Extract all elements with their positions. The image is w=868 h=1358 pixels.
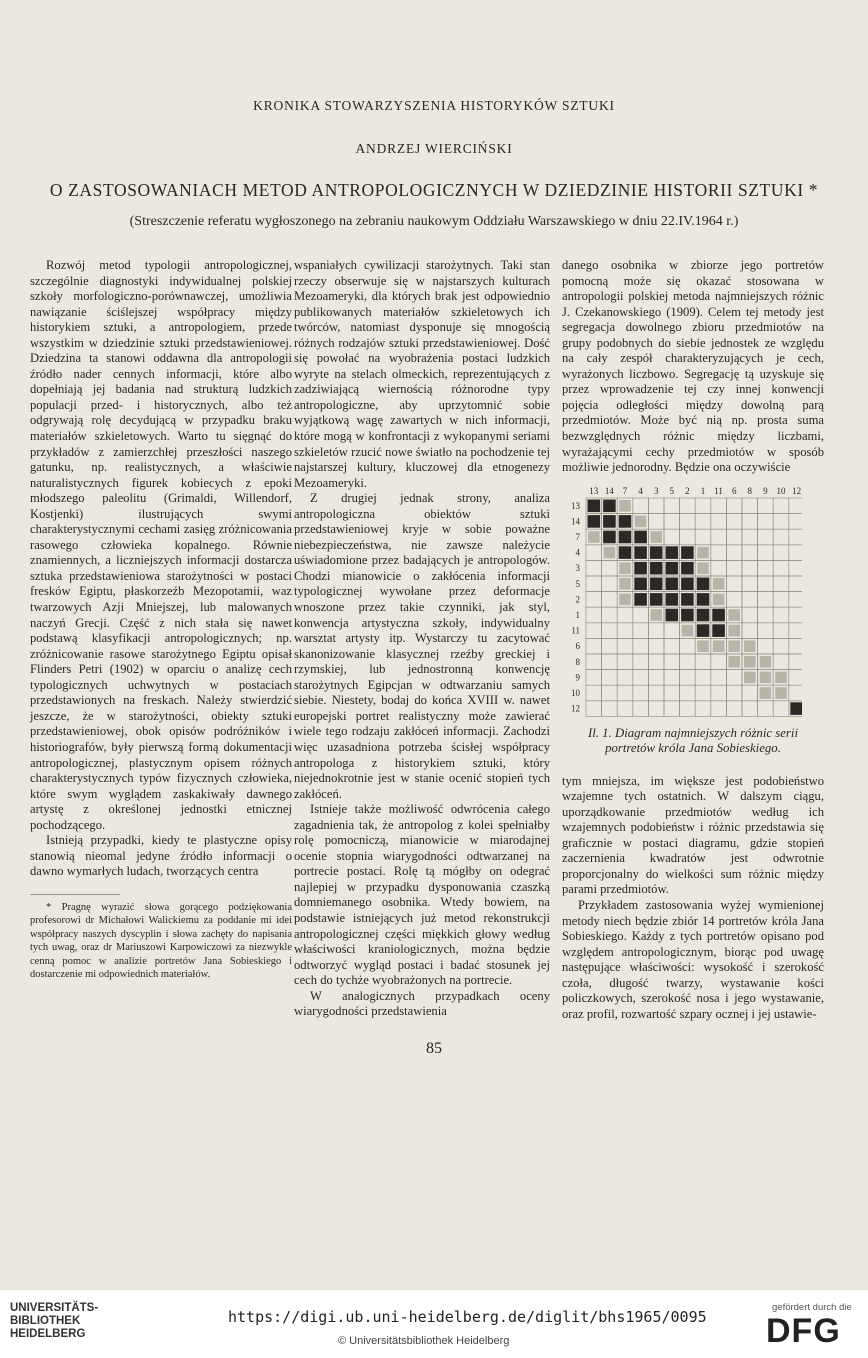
grid-cell — [586, 560, 602, 576]
grid-cell — [633, 638, 649, 654]
row-label: 2 — [575, 594, 580, 605]
grid-cell — [726, 513, 742, 529]
light-cell — [619, 500, 631, 512]
dark-cell — [634, 593, 647, 606]
row-label: 10 — [571, 687, 580, 698]
grid-cell — [602, 607, 618, 623]
library-line-1: UNIVERSITÄTS- — [10, 1302, 99, 1314]
grid-cell — [586, 700, 602, 716]
dark-cell — [650, 593, 663, 606]
grid-cell — [789, 513, 802, 529]
dark-cell — [712, 608, 725, 621]
grid-cell — [789, 669, 802, 685]
column-label: 2 — [685, 485, 690, 496]
grid-cell — [726, 529, 742, 545]
grid-cell — [711, 669, 727, 685]
grid-cell — [711, 654, 727, 670]
grid-cell — [648, 700, 664, 716]
light-cell — [650, 609, 662, 621]
grid-cell — [773, 513, 789, 529]
row-label: 5 — [575, 578, 580, 589]
grid-cell — [742, 529, 758, 545]
grid-cell — [602, 576, 618, 592]
grid-cell — [695, 654, 711, 670]
paragraph: Rozwój metod typologii antropologicznej, szczególnie diagnostyki indywidualnej polskiej szkoły morfologiczno-porównawczej, umożliwia nawiązanie ściślejszej współpracy między historykiem sztuki, a antropologiem, przede wszystkim w dziedzinie sztuki przedstawieniowej. Dziedzina ta stanowi oddawna dla antropologii źródło nader cennych informacji, które albo dopełniają jej badania nad strukturą ludzkich populacji przed- i historycznych, albo też odgrywają rolę decydującą w przypadku braku materiałów szkieletowych. Warto tu sięgnąć do przykładów z zamierzchłej przeszłości naszego gatunku, np. realistycznych, a właściwie naturalistycznych figurek kobiecych z epoki młodszego paleolitu (Grimaldi, Willendorf, Kostjenki) ilustrujących swymi charakterystycznymi cechami zasięg zróżnicowania rasowego człowieka kopalnego. Równie znamiennych, a liczniejszych informacji dostarcza sztuka przedstawieniowa starożytności w postaci fresków Egiptu, płaskorzeźb Mezopotamii, waz twarzowych Azji Mniejszej, lub malowanych naczyń Grecji. Część z nich stała się nawet podstawą klasyfikacji antropologicznych; np. zróżnicowanie rasowe starożytnego Egiptu opisał Flinders Petri (1902) w oparciu o analizę cech typologicznych uchwytnych w postaciach przedstawionych na freskach. Należy stwierdzić jeszcze, że w starożytności, obiekty sztuki przedstawieniowej, obok opisów podróżników i historiografów, były pierwszą formą dokumentacji antropologicznej, plastycznym opisem różnych charakterystycznych typów fizycznych człowieka, które swym wyglądem zaskakiwały dawnego artystę z określonej jednostki etnicznej pochodzącego. — [30, 258, 292, 832]
paragraph: Z drugiej jednak strony, analiza antropologiczna obiektów sztuki przedstawieniowej kryje w sobie poważne niebezpieczeństwa, nie zawsze należycie uświadomione przez badających je antropologów. Chodzi mianowicie o zakłócenia informacji typologicznej wywołane przez deformacje wnoszone przez takie czynniki, jak styl, konwencja artystyczna szkoły, indywidualny warsztat artysty itp. Wystarczy tu zacytować skanonizowanie klasycznej rzeźby greckiej i rzymskiej, lub jednostronną konwencję starożytnych Egipcjan w odtwarzaniu samych siebie. Niestety, bodaj do końca XVIII w. nawet europejski portret realistyczny może zawierać wiele tego rodzaju zakłóceń informacji. Zachodzi więc uzasadniona potrzeba ścisłej współpracy antropologa z historykiem sztuki, który niejednokrotnie jest w stanie ocenić stopień tych zakłóceń. — [294, 491, 550, 801]
grid-cell — [633, 498, 649, 514]
paragraph: tym mniejsza, im większe jest podobieństwo wzajemne tych ostatnich. W dalszym ciągu, uporządkowanie przedmiotów według ich wzajemnych podobieństw i różnic przedstawia się graficznie w postaci diagramu, gdzie stopień zaczernienia kwadratów jest odwrotnie proporcjonalny do wielkości sum różnic między parami przedmiotów. — [562, 773, 824, 897]
light-cell — [728, 624, 740, 636]
grid-cell — [711, 700, 727, 716]
dark-cell — [697, 608, 710, 621]
grid-cell — [664, 685, 680, 701]
column-label: 12 — [792, 485, 802, 496]
paragraph: Przykładem zastosowania wyżej wymienionej metody niech będzie zbiór 14 portretów króla Jana Sobieskiego. Każdy z tych portretów opisano pod względem antropologicznym, biorąc pod uwagę następujące właściwości: wysokość i szerokość czoła, długość twarzy, wystawanie kości policzkowych, szerokość nosa i jego wystawanie, oraz profil, rozwartość szpary ocznej i jej ustawie- — [562, 898, 824, 1021]
dark-cell — [619, 515, 632, 528]
light-cell — [728, 609, 740, 621]
grid-cell — [617, 638, 633, 654]
grid-cell — [789, 607, 802, 623]
light-cell — [697, 562, 709, 574]
grid-cell — [633, 622, 649, 638]
dark-cell — [681, 608, 694, 621]
grid-cell — [617, 622, 633, 638]
grid-cell — [633, 669, 649, 685]
dark-cell — [650, 546, 663, 559]
text-column-2 — [294, 258, 550, 1020]
grid-cell — [633, 700, 649, 716]
row-label: 6 — [575, 640, 580, 651]
grid-cell — [742, 560, 758, 576]
grid-cell — [742, 685, 758, 701]
grid-cell — [773, 576, 789, 592]
grid-cell — [695, 529, 711, 545]
diagram-svg — [562, 482, 802, 720]
grid-cell — [758, 700, 774, 716]
grid-cell — [711, 513, 727, 529]
grid-cell — [789, 498, 802, 514]
library-logo[interactable] — [10, 1302, 98, 1341]
author: ANDRZEJ WIERCIŃSKI — [355, 141, 513, 156]
grid-cell — [758, 638, 774, 654]
column-label: 14 — [604, 485, 614, 496]
grid-cell — [633, 607, 649, 623]
grid-cell — [680, 685, 696, 701]
column-label: 4 — [638, 485, 643, 496]
light-cell — [588, 531, 600, 543]
dark-cell — [666, 546, 679, 559]
grid-cell — [586, 591, 602, 607]
grid-cell — [758, 513, 774, 529]
grid-cell — [586, 607, 602, 623]
grid-cell — [602, 669, 618, 685]
grid-cell — [711, 544, 727, 560]
text-column-1 — [30, 258, 292, 981]
grid-cell — [602, 591, 618, 607]
grid-cell — [680, 700, 696, 716]
column-label: 1 — [700, 485, 706, 496]
grid-cell — [695, 685, 711, 701]
light-cell — [744, 656, 756, 668]
light-cell — [619, 562, 631, 574]
grid-cell — [586, 622, 602, 638]
paragraph: Istnieje także możliwość odwrócenia całego zagadnienia tak, że antropolog z kolei spełniałby rolę pomocniczą, mianowicie w miarodajnej ocenie stopnia wiarygodności odtwarzanej na portrecie postaci. Rolę tą mógłby on odegrać najlepiej w przypadku dysponowania czaszką domniemanego osobnika. Wtedy bowiem, na podstawie istniejących już metod rekonstrukcji antropologicznej części miękkich głowy według właściwości kraniologicznych, można będzie odtworzyć wygląd postaci i badać stosunek jej cech do tychże wyobrażonych na portrecie. — [294, 802, 550, 988]
grid-cell — [617, 654, 633, 670]
dark-cell — [634, 562, 647, 575]
dark-cell — [588, 515, 601, 528]
figure-caption: Il. 1. Diagram najmniejszych różnic serii portretów króla Jana Sobieskiego. — [587, 725, 799, 755]
grid-cell — [758, 498, 774, 514]
text-column-3 — [562, 258, 824, 1022]
dark-cell — [697, 577, 710, 590]
row-label: 8 — [575, 656, 580, 667]
grid-cell — [664, 700, 680, 716]
grid-cell — [648, 513, 664, 529]
light-cell — [713, 640, 725, 652]
row-label: 3 — [575, 562, 580, 573]
permalink-url[interactable]: https://digi.ub.uni-heidelberg.de/diglit/bhs1965/0095 — [228, 1308, 707, 1326]
grid-cell — [726, 544, 742, 560]
grid-cell — [695, 513, 711, 529]
light-cell — [744, 671, 756, 683]
grid-cell — [633, 685, 649, 701]
grid-cell — [789, 576, 802, 592]
grid-cell — [648, 685, 664, 701]
dark-cell — [681, 562, 694, 575]
row-label: 12 — [571, 703, 580, 714]
light-cell — [682, 624, 694, 636]
grid-cell — [617, 700, 633, 716]
light-cell — [619, 593, 631, 605]
grid-cell — [726, 685, 742, 701]
light-cell — [728, 656, 740, 668]
light-cell — [604, 546, 616, 558]
grid-cell — [726, 498, 742, 514]
light-cell — [744, 640, 756, 652]
column-label: 9 — [763, 485, 768, 496]
grid-cell — [773, 654, 789, 670]
grid-cell — [617, 607, 633, 623]
grid-cell — [664, 638, 680, 654]
grid-cell — [726, 591, 742, 607]
light-cell — [697, 640, 709, 652]
light-cell — [697, 546, 709, 558]
light-cell — [650, 531, 662, 543]
grid-cell — [664, 622, 680, 638]
grid-cell — [773, 607, 789, 623]
grid-cell — [680, 669, 696, 685]
grid-cell — [758, 622, 774, 638]
grid-cell — [758, 576, 774, 592]
row-label: 13 — [571, 500, 580, 511]
grid-cell — [617, 669, 633, 685]
column-label: 6 — [731, 485, 737, 496]
grid-cell — [789, 654, 802, 670]
row-label: 11 — [571, 625, 580, 636]
grid-cell — [586, 638, 602, 654]
dark-cell — [681, 593, 694, 606]
grid-cell — [789, 591, 802, 607]
grid-cell — [789, 622, 802, 638]
grid-cell — [742, 544, 758, 560]
grid-cell — [773, 700, 789, 716]
article-title: O ZASTOSOWANIACH METOD ANTROPOLOGICZNYCH W DZIEDZINIE HISTORII SZTUKI * — [49, 180, 819, 200]
row-label: 4 — [575, 547, 580, 558]
grid-cell — [664, 669, 680, 685]
grid-cell — [617, 685, 633, 701]
running-head: KRONIKA STOWARZYSZENIA HISTORYKÓW SZTUKI — [253, 98, 615, 113]
grid-cell — [695, 700, 711, 716]
dark-cell — [603, 499, 616, 512]
library-line-3: HEIDELBERG — [10, 1328, 86, 1340]
library-line-2: BIBLIOTHEK — [10, 1315, 81, 1327]
grid-cell — [586, 576, 602, 592]
light-cell — [619, 578, 631, 590]
light-cell — [760, 671, 772, 683]
dark-cell — [634, 530, 647, 543]
page-number: 85 — [426, 1040, 442, 1057]
grid-cell — [586, 544, 602, 560]
grid-cell — [789, 560, 802, 576]
light-cell — [775, 671, 787, 683]
grid-cell — [602, 654, 618, 670]
paragraph: danego osobnika w zbiorze jego portretów pomocną może się okazać stosowana w antropologii polskiej metoda najmniejszych różnic J. Czekanowskiego (1909). Celem tej metody jest segregacja dowolnego zbioru przedmiotów na grupy podobnych do siebie jednostek ze względu na cały zespół charakteryzujących je cech, wyrażonych liczbowo. Segregację tą uzyskuje się przez wprowadzenie tej czy innej konwencji pojęcia odległości między dowolną parą przedmiotów. Może być nią np. prosta suma bezwzględnych różnic między liczbami, wyrażającymi cechy przedmiotów w sposób możliwie jednorodny. Będzie ona oczywiście — [562, 258, 824, 475]
grid-cell — [789, 529, 802, 545]
row-label: 1 — [575, 609, 580, 620]
paragraph: W analogicznych przypadkach oceny wiarygodności przedstawienia — [294, 988, 550, 1019]
grid-cell — [758, 560, 774, 576]
dark-cell — [681, 546, 694, 559]
grid-cell — [602, 700, 618, 716]
grid-cell — [789, 685, 802, 701]
dfg-logo[interactable]: DFG — [766, 1312, 841, 1350]
footer-bar — [0, 1290, 868, 1358]
dark-cell — [681, 577, 694, 590]
grid-cell — [726, 700, 742, 716]
grid-cell — [742, 700, 758, 716]
grid-cell — [602, 638, 618, 654]
grid-cell — [742, 498, 758, 514]
grid-cell — [664, 513, 680, 529]
grid-cell — [758, 544, 774, 560]
grid-cell — [773, 622, 789, 638]
grid-cell — [789, 544, 802, 560]
row-label: 7 — [575, 531, 580, 542]
grid-cell — [711, 498, 727, 514]
grid-cell — [758, 529, 774, 545]
dark-cell — [666, 593, 679, 606]
grid-cell — [648, 669, 664, 685]
row-label: 9 — [575, 672, 580, 683]
grid-cell — [695, 498, 711, 514]
grid-cell — [773, 498, 789, 514]
light-cell — [635, 515, 647, 527]
article-subtitle: (Streszczenie referatu wygłoszonego na zebraniu naukowym Oddziału Warszawskiego w dniu 22.IV.1964 r.) — [129, 214, 739, 229]
light-cell — [713, 593, 725, 605]
grid-cell — [742, 591, 758, 607]
grid-cell — [680, 498, 696, 514]
footnote-rule — [30, 894, 120, 901]
grid-cell — [758, 591, 774, 607]
grid-cell — [742, 513, 758, 529]
grid-cell — [602, 685, 618, 701]
dark-cell — [650, 577, 663, 590]
grid-cell — [695, 669, 711, 685]
dark-cell — [619, 530, 632, 543]
grid-cell — [773, 544, 789, 560]
grid-cell — [789, 638, 802, 654]
grid-cell — [726, 560, 742, 576]
grid-cell — [773, 529, 789, 545]
grid-cell — [758, 607, 774, 623]
grid-cell — [680, 654, 696, 670]
dark-cell — [603, 530, 616, 543]
column-label: 5 — [669, 485, 675, 496]
light-cell — [760, 656, 772, 668]
grid-cell — [648, 498, 664, 514]
column-label: 13 — [589, 485, 599, 496]
dark-cell — [790, 702, 802, 715]
grid-cell — [648, 622, 664, 638]
footnote: * Pragnę wyrazić słowa gorącego podziękowania profesorowi dr Michałowi Walickiemu za poddanie mi idei współpracy naszych dyscyplin i słowa zachęty do napisania tych uwag, oraz dr Mariuszowi Karpowiczowi za niezwykle cenną pomoc w analizie portretów Jana Sobieskiego i dostarczenie mi odpowiednich materiałów. — [30, 901, 292, 980]
funded-by-label: gefördert durch die — [772, 1302, 852, 1313]
grid-cell — [711, 529, 727, 545]
light-cell — [760, 687, 772, 699]
dark-cell — [619, 546, 632, 559]
column-label: 11 — [714, 485, 723, 496]
czekanowski-diagram — [562, 482, 802, 720]
grid-cell — [742, 576, 758, 592]
grid-cell — [742, 622, 758, 638]
grid-cell — [602, 560, 618, 576]
light-cell — [713, 578, 725, 590]
grid-cell — [680, 529, 696, 545]
column-label: 10 — [776, 485, 786, 496]
dark-cell — [588, 499, 601, 512]
grid-cell — [742, 607, 758, 623]
grid-cell — [664, 529, 680, 545]
dark-cell — [666, 562, 679, 575]
grid-cell — [664, 654, 680, 670]
grid-cell — [648, 638, 664, 654]
grid-cell — [648, 654, 664, 670]
dark-cell — [697, 593, 710, 606]
dark-cell — [697, 624, 710, 637]
grid-cell — [773, 591, 789, 607]
row-label: 14 — [571, 516, 580, 527]
light-cell — [728, 640, 740, 652]
grid-cell — [726, 669, 742, 685]
dark-cell — [603, 515, 616, 528]
grid-cell — [586, 685, 602, 701]
dark-cell — [666, 577, 679, 590]
column-label: 3 — [653, 485, 659, 496]
column-label: 7 — [622, 485, 628, 496]
grid-cell — [680, 513, 696, 529]
grid-cell — [586, 654, 602, 670]
grid-cell — [711, 560, 727, 576]
grid-cell — [680, 638, 696, 654]
grid-cell — [726, 576, 742, 592]
dark-cell — [712, 624, 725, 637]
grid-cell — [633, 654, 649, 670]
light-cell — [775, 687, 787, 699]
paragraph: Istnieją przypadki, kiedy te plastyczne opisy stanowią nieomal jedyne źródło informacji o dawno wymarłych ludach, tworzących centra — [30, 833, 292, 879]
grid-cell — [586, 669, 602, 685]
paragraph: wspaniałych cywilizacji starożytnych. Taki stan rzeczy obserwuje się w najstarszych kulturach Mezoameryki, dla których brak jest odpowiednio publikowanych materiałów szkieletowych ich twórców, natomiast dysponuje się mnogością różnych rodzajów sztuki przedstawieniowej. Dość się powołać na wyobrażenia postaci ludzkich wyryte na stelach olmeckich, reprezentujących z zadziwiającą wiernością różnorodne typy antropologiczne, aby uprzytomnić sobie wyjątkową wagę zawartych w nich informacji, które mogą w konfrontacji z wykopanymi seriami szkieletów rzucić nowe światło na pochodzenie tej najstarszej kultury, kluczowej dla etnogenezy Mezoameryki. — [294, 258, 550, 490]
grid-cell — [711, 685, 727, 701]
grid-cell — [773, 638, 789, 654]
copyright-notice: © Universitätsbibliothek Heidelberg — [338, 1335, 510, 1347]
dark-cell — [634, 546, 647, 559]
grid-cell — [602, 622, 618, 638]
dark-cell — [666, 608, 679, 621]
column-label: 8 — [747, 485, 753, 496]
dark-cell — [634, 577, 647, 590]
grid-cell — [664, 498, 680, 514]
dark-cell — [650, 562, 663, 575]
grid-cell — [773, 560, 789, 576]
